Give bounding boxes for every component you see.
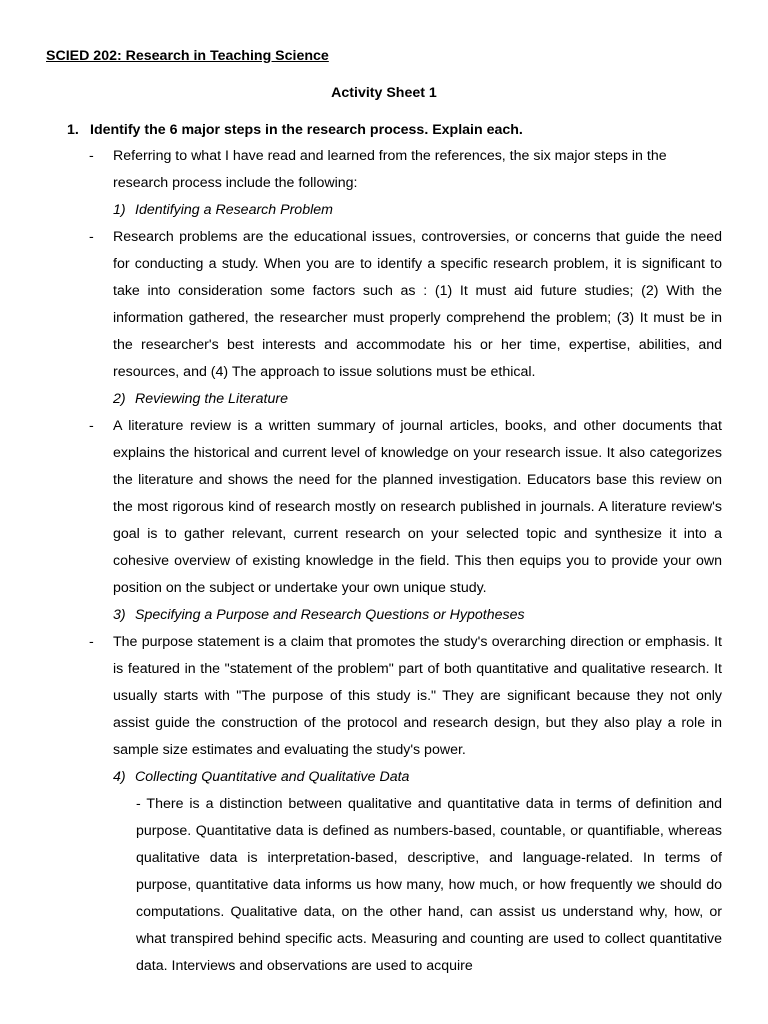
activity-sheet-title: Activity Sheet 1 bbox=[331, 85, 437, 101]
bullet-dash: - bbox=[89, 229, 94, 245]
step-number: 1) bbox=[113, 202, 126, 218]
step-number: 2) bbox=[113, 391, 126, 407]
question-number: 1. bbox=[67, 122, 79, 138]
step-heading-4 bbox=[113, 764, 768, 791]
step-text: The purpose statement is a claim that promotes the study's overarching direction or emphasis. It is featured in the "statement of the problem" part of both quantitative and qualitative research. It usually starts with "The purpose of this study is." They are significant because they not only assist guide the construction of the protocol and research design, but they also play a role in sample size estimates and evaluating the study's power. bbox=[113, 634, 722, 758]
step-title: Reviewing the Literature bbox=[135, 391, 288, 407]
step-number: 4) bbox=[113, 769, 126, 785]
intro-text: Referring to what I have read and learned from the references, the six major steps in the research process include the following: bbox=[113, 148, 667, 191]
step-text: A literature review is a written summary of journal articles, books, and other documents that explains the historical and current level of knowledge on your research issue. It also categorizes the literature and shows the need for the planned investigation. Educators base this review on the most rigorous kind of research mostly on research published in journals. A literature review's goal is to gather relevant, current research on your selected topic and synthesize it into a cohesive overview of existing knowledge in the field. This then equips you to provide your own position on the subject or undertake your own unique study. bbox=[113, 418, 722, 596]
step-paragraph-1 bbox=[0, 224, 768, 386]
bullet-dash: - bbox=[89, 418, 94, 434]
step-heading-3 bbox=[113, 602, 768, 629]
course-title: SCIED 202: Research in Teaching Science bbox=[46, 48, 329, 64]
step-number: 3) bbox=[113, 607, 126, 623]
question-text: Identify the 6 major steps in the research process. Explain each. bbox=[90, 122, 523, 138]
step-title: Identifying a Research Problem bbox=[135, 202, 333, 218]
step-paragraph-3 bbox=[0, 629, 768, 764]
step-title: Specifying a Purpose and Research Questions or Hypotheses bbox=[135, 607, 525, 623]
step-heading-2 bbox=[113, 386, 768, 413]
step-text: Research problems are the educational issues, controversies, or concerns that guide the need for conducting a study. When you are to identify a specific research problem, it is significant to take into consideration some factors such as : (1) It must aid future studies; (2) With the information gathered, the researcher must properly comprehend the problem; (3) It must be in the researcher's best interests and accommodate his or her time, expertise, abilities, and resources, and (4) The approach to issue solutions must be ethical. bbox=[113, 229, 722, 380]
bullet-dash: - bbox=[89, 148, 94, 164]
bullet-dash: - bbox=[89, 634, 94, 650]
step-title: Collecting Quantitative and Qualitative Data bbox=[135, 769, 410, 785]
step-text-4: - There is a distinction between qualitative and quantitative data in terms of definition and purpose. Quantitative data is defined as numbers-based, countable, or quantifiable, whereas qualitative data is interpretation-based, descriptive, and language-related. In terms of purpose, quantitative data informs us how many, how much, or how frequently we should do computations. Qualitative data, on the other hand, can assist us understand why, how, or what transpired behind specific acts. Measuring and counting are used to collect quantitative data. Interviews and observations are used to acquire bbox=[136, 796, 722, 974]
step-paragraph-2 bbox=[0, 413, 768, 602]
intro-paragraph bbox=[0, 143, 768, 197]
question-1 bbox=[67, 120, 728, 140]
answer-body bbox=[0, 143, 768, 980]
step-heading-1 bbox=[113, 197, 768, 224]
